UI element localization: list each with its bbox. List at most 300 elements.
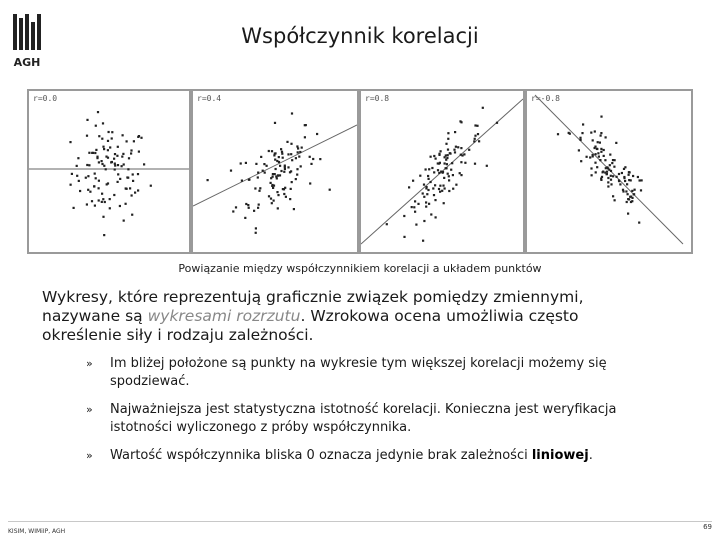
scatter-point: [639, 179, 641, 181]
scatter-point: [437, 162, 439, 164]
scatter-point: [454, 151, 456, 153]
scatter-point: [474, 138, 476, 140]
scatter-point: [628, 171, 630, 173]
scatter-point: [386, 223, 388, 225]
scatter-point: [444, 187, 446, 189]
scatter-point: [270, 177, 272, 179]
scatter-point: [590, 167, 592, 169]
scatter-point: [235, 206, 237, 208]
scatter-point: [600, 132, 602, 134]
scatter-point: [137, 173, 139, 175]
scatter-point: [478, 140, 480, 142]
scatter-point: [621, 172, 623, 174]
bullet-text: Najważniejsza jest statystyczna istotność korelacji. Konieczna jest weryfikacja istotności wyliczonego z próby współczynnika.: [110, 402, 617, 435]
scatter-point: [274, 122, 276, 124]
scatter-point: [281, 151, 283, 153]
scatter-point: [629, 196, 631, 198]
scatter-point: [287, 166, 289, 168]
scatter-point: [98, 187, 100, 189]
scatter-point: [594, 130, 596, 132]
scatter-point: [263, 163, 265, 165]
scatter-point: [592, 154, 594, 156]
lead-paragraph: [42, 288, 642, 345]
scatter-point: [276, 160, 278, 162]
scatter-point: [127, 177, 129, 179]
scatter-point: [101, 201, 103, 203]
scatter-point: [247, 204, 249, 206]
scatter-point: [408, 186, 410, 188]
scatter-point: [615, 142, 617, 144]
scatter-point: [121, 165, 123, 167]
scatter-point: [109, 198, 111, 200]
scatter-point: [595, 153, 597, 155]
scatter-point: [602, 171, 604, 173]
scatter-point: [419, 175, 421, 177]
scatter-point: [273, 200, 275, 202]
scatter-point: [610, 179, 612, 181]
scatter-point: [262, 170, 264, 172]
scatter-point: [460, 121, 462, 123]
scatter-point: [111, 131, 113, 133]
scatter-point: [132, 173, 134, 175]
scatter-point: [114, 165, 116, 167]
scatter-point: [283, 171, 285, 173]
scatter-point: [304, 136, 306, 138]
scatter-point: [130, 152, 132, 154]
scatter-point: [403, 215, 405, 217]
scatter-point: [427, 175, 429, 177]
scatter-point: [607, 185, 609, 187]
scatter-point: [425, 168, 427, 170]
scatter-point: [107, 182, 109, 184]
scatter-point: [614, 199, 616, 201]
scatter-point: [86, 203, 88, 205]
scatter-point: [443, 202, 445, 204]
scatter-point: [79, 190, 81, 192]
scatter-point: [275, 168, 277, 170]
scatter-point: [244, 217, 246, 219]
bullet-strong: liniowej: [531, 448, 589, 463]
scatter-point: [248, 207, 250, 209]
scatter-point: [580, 160, 582, 162]
scatter-point: [85, 177, 87, 179]
scatter-point: [329, 189, 331, 191]
scatter-point: [69, 141, 71, 143]
scatter-point: [137, 189, 139, 191]
scatter-point: [280, 170, 282, 172]
scatter-point: [609, 154, 611, 156]
scatter-point: [474, 135, 476, 137]
scatter-point: [109, 146, 111, 148]
scatter-point: [423, 196, 425, 198]
scatter-point: [568, 132, 570, 134]
scatter-point: [86, 164, 88, 166]
scatter-point: [104, 201, 106, 203]
scatter-point: [433, 194, 435, 196]
scatter-point: [274, 159, 276, 161]
scatter-point: [496, 122, 498, 124]
scatter-point: [449, 152, 451, 154]
scatter-panel-1: [29, 91, 189, 252]
scatter-point: [447, 132, 449, 134]
scatter-point: [597, 141, 599, 143]
scatter-point: [596, 166, 598, 168]
scatter-point: [414, 211, 416, 213]
scatter-point: [96, 157, 98, 159]
scatter-point: [87, 189, 89, 191]
scatter-point: [102, 122, 104, 124]
scatter-point: [599, 159, 601, 161]
scatter-point: [627, 213, 629, 215]
scatter-point: [298, 156, 300, 158]
scatter-point: [415, 224, 417, 226]
scatter-point: [78, 180, 80, 182]
scatter-point: [628, 198, 630, 200]
scatter-point: [89, 191, 91, 193]
scatter-point: [428, 203, 430, 205]
scatter-point: [117, 164, 119, 166]
scatter-point: [95, 125, 97, 127]
scatter-point: [260, 156, 262, 158]
scatter-point: [477, 133, 479, 135]
scatter-point: [268, 150, 270, 152]
scatter-point: [447, 149, 449, 151]
scatter-point: [125, 187, 127, 189]
scatter-point: [270, 182, 272, 184]
scatter-point: [107, 149, 109, 151]
scatter-point: [271, 202, 273, 204]
scatter-point: [278, 156, 280, 158]
scatter-point: [606, 171, 608, 173]
scatter-point: [127, 168, 129, 170]
scatter-point: [131, 214, 133, 216]
bullet-mark: »: [86, 403, 93, 416]
scatter-point: [604, 159, 606, 161]
scatter-point: [258, 204, 260, 206]
scatter-point: [103, 148, 105, 150]
scatter-point: [627, 193, 629, 195]
scatter-point: [414, 200, 416, 202]
scatter-point: [291, 112, 293, 114]
scatter-point: [86, 119, 88, 121]
scatter-point: [625, 190, 627, 192]
scatter-point: [312, 158, 314, 160]
scatter-point: [301, 147, 303, 149]
scatter-point: [101, 160, 103, 162]
scatter-point: [102, 198, 104, 200]
scatter-point: [430, 181, 432, 183]
scatter-point: [448, 175, 450, 177]
scatter-point: [438, 188, 440, 190]
panel-label: r=0.8: [365, 94, 390, 103]
scatter-point: [457, 146, 459, 148]
scatter-point: [76, 165, 78, 167]
scatter-point: [427, 189, 429, 191]
scatter-point: [255, 232, 257, 234]
scatter-point: [580, 139, 582, 141]
scatter-point: [425, 187, 427, 189]
scatter-point: [616, 176, 618, 178]
scatter-point: [448, 179, 450, 181]
scatter-point: [241, 180, 243, 182]
scatter-point: [113, 194, 115, 196]
scatter-point: [277, 174, 279, 176]
scatter-point: [591, 174, 593, 176]
scatter-point: [557, 133, 559, 135]
scatter-point: [316, 133, 318, 135]
scatter-point: [309, 182, 311, 184]
scatter-point: [610, 183, 612, 185]
scatter-point: [248, 179, 250, 181]
scatter-point: [432, 187, 434, 189]
scatter-point: [412, 180, 414, 182]
scatter-point: [134, 192, 136, 194]
scatter-point: [438, 154, 440, 156]
scatter-point: [460, 161, 462, 163]
bullet-text-before: Wartość współczynnika bliska 0 oznacza jedynie brak zależności: [110, 448, 532, 463]
scatter-point: [455, 184, 457, 186]
scatter-point: [284, 165, 286, 167]
scatter-point: [609, 164, 611, 166]
scatter-point: [87, 175, 89, 177]
scatter-point: [122, 153, 124, 155]
scatter-point: [426, 193, 428, 195]
scatter-point: [447, 173, 449, 175]
scatter-point: [102, 216, 104, 218]
scatter-point: [257, 172, 259, 174]
scatter-point: [101, 163, 103, 165]
scatter-point: [309, 156, 311, 158]
scatter-point: [633, 193, 635, 195]
scatter-point: [98, 161, 100, 163]
scatter-point: [600, 135, 602, 137]
scatter-point: [119, 205, 121, 207]
scatter-point: [618, 180, 620, 182]
scatter-point: [612, 195, 614, 197]
scatter-point: [439, 191, 441, 193]
scatter-point: [117, 181, 119, 183]
scatter-point: [596, 148, 598, 150]
svg-text:AGH: AGH: [13, 56, 41, 69]
scatter-point: [630, 201, 632, 203]
scatter-point: [282, 157, 284, 159]
scatter-point: [131, 194, 133, 196]
bullet-mark: »: [86, 357, 93, 370]
scatter-point: [430, 156, 432, 158]
scatter-point: [98, 180, 100, 182]
scatter-point: [442, 185, 444, 187]
scatter-point: [150, 185, 152, 187]
scatter-point: [434, 184, 436, 186]
lead-text-before: Wykresy, które reprezentują graficznie związek pomiędzy zmiennymi, nazywane są: [42, 288, 584, 325]
scatter-point: [590, 132, 592, 134]
scatter-point: [230, 170, 232, 172]
scatter-point: [116, 155, 118, 157]
scatter-point: [446, 157, 448, 159]
scatter-point: [71, 173, 73, 175]
scatter-point: [474, 124, 476, 126]
scatter-point: [442, 172, 444, 174]
scatter-point: [622, 189, 624, 191]
scatter-point: [290, 188, 292, 190]
scatter-point: [105, 168, 107, 170]
scatter-point: [453, 149, 455, 151]
scatter-point: [272, 187, 274, 189]
scatter-point: [589, 156, 591, 158]
scatter-point: [595, 171, 597, 173]
scatter-point: [631, 190, 633, 192]
scatter-point: [624, 180, 626, 182]
scatter-point: [283, 193, 285, 195]
scatter-point: [610, 175, 612, 177]
scatter-point: [254, 187, 256, 189]
bullet-text: [110, 447, 670, 465]
scatter-point: [282, 188, 284, 190]
scatter-point: [102, 146, 104, 148]
scatter-point: [612, 175, 614, 177]
scatter-point: [295, 178, 297, 180]
scatter-point: [296, 145, 298, 147]
scatter-point: [113, 158, 115, 160]
scatter-point: [107, 140, 109, 142]
scatter-point: [268, 195, 270, 197]
scatter-point: [482, 107, 484, 109]
scatter-point: [277, 194, 279, 196]
scatter-panel-2: [193, 91, 357, 252]
bullet-text: Im bliżej położone są punkty na wykresie tym większej korelacji możemy się spodziewać.: [110, 356, 607, 389]
scatter-point: [117, 146, 119, 148]
scatter-point: [295, 157, 297, 159]
scatter-point: [607, 167, 609, 169]
scatter-point: [257, 207, 259, 209]
scatter-point: [594, 146, 596, 148]
scatter-point: [140, 137, 142, 139]
scatter-point: [634, 189, 636, 191]
panel-label: r=0.4: [197, 94, 222, 103]
scatter-point: [441, 190, 443, 192]
scatter-point: [422, 192, 424, 194]
scatter-point: [628, 179, 630, 181]
scatter-point: [607, 181, 609, 183]
slide-title: Współczynnik korelacji: [241, 24, 479, 48]
scatter-point: [640, 189, 642, 191]
scatter-point: [77, 157, 79, 159]
scatter-point: [433, 155, 435, 157]
scatter-point: [437, 169, 439, 171]
scatter-point: [443, 177, 445, 179]
scatter-point: [623, 176, 625, 178]
scatter-point: [440, 150, 442, 152]
scatter-point: [255, 163, 257, 165]
scatter-point: [293, 208, 295, 210]
scatter-point: [473, 140, 475, 142]
scatter-point: [445, 154, 447, 156]
scatter-point: [257, 176, 259, 178]
scatter-point: [291, 159, 293, 161]
scatter-point: [107, 157, 109, 159]
scatter-point: [598, 156, 600, 158]
scatter-point: [207, 179, 209, 181]
scatter-point: [428, 178, 430, 180]
scatter-point: [255, 227, 257, 229]
scatter-point: [476, 125, 478, 127]
scatter-point: [430, 213, 432, 215]
scatter-point: [123, 220, 125, 222]
scatter-point: [284, 187, 286, 189]
scatter-point: [88, 152, 90, 154]
scatter-point: [618, 173, 620, 175]
scatter-point: [445, 167, 447, 169]
scatter-point: [605, 136, 607, 138]
scatter-point: [110, 161, 112, 163]
scatter-point: [232, 210, 234, 212]
scatter-point: [94, 173, 96, 175]
scatter-point: [638, 222, 640, 224]
scatter-point: [603, 149, 605, 151]
scatter-point: [138, 135, 140, 137]
scatter-point: [428, 168, 430, 170]
scatter-point: [126, 140, 128, 142]
scatter-point: [285, 196, 287, 198]
bullet-text-after: .: [588, 448, 593, 463]
scatter-point: [614, 159, 616, 161]
scatter-point: [439, 185, 441, 187]
scatter-point: [273, 185, 275, 187]
scatter-point: [273, 154, 275, 156]
scatter-point: [94, 152, 96, 154]
scatter-point: [143, 163, 145, 165]
scatter-point: [423, 184, 425, 186]
scatter-point: [119, 178, 121, 180]
scatter-point: [114, 153, 116, 155]
scatter-point: [460, 154, 462, 156]
scatter-point: [121, 156, 123, 158]
scatter-point: [266, 165, 268, 167]
scatter-point: [276, 177, 278, 179]
scatter-point: [433, 171, 435, 173]
scatter-point: [88, 164, 90, 166]
scatter-panel-3: [361, 91, 523, 252]
scatter-point: [454, 131, 456, 133]
scatter-point: [274, 152, 276, 154]
scatter-point: [271, 150, 273, 152]
scatter-point: [91, 200, 93, 202]
scatter-point: [97, 111, 99, 113]
scatter-point: [101, 193, 103, 195]
scatter-point: [468, 149, 470, 151]
scatter-point: [403, 236, 405, 238]
scatter-point: [300, 165, 302, 167]
scatter-panel-4: [527, 91, 691, 252]
scatter-point: [130, 149, 132, 151]
scatter-point: [125, 203, 127, 205]
scatter-point: [277, 207, 279, 209]
scatter-point: [448, 190, 450, 192]
scatter-point: [628, 174, 630, 176]
footer-divider: [8, 521, 712, 522]
scatter-point: [597, 152, 599, 154]
scatter-point: [284, 168, 286, 170]
scatter-point: [417, 203, 419, 205]
scatter-point: [579, 137, 581, 139]
scatter-point: [304, 124, 306, 126]
scatter-point: [289, 198, 291, 200]
scatter-point: [114, 168, 116, 170]
scatter-point: [611, 162, 613, 164]
scatter-point: [451, 162, 453, 164]
scatter-point: [446, 163, 448, 165]
scatter-point: [631, 197, 633, 199]
